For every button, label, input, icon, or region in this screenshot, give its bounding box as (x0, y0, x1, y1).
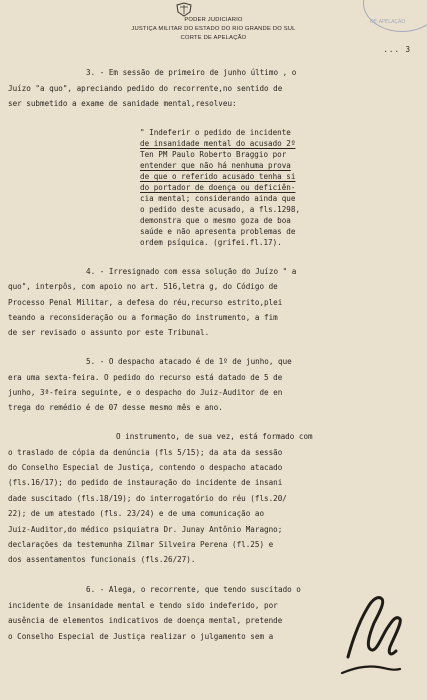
quote-line: entender que não há nenhuma prova (140, 161, 291, 170)
quote-line: de que o referido acusado tenha si (140, 172, 296, 181)
body-line: dade suscitado (fls.18/19); do interrogatório do réu (fls.20/ (8, 494, 287, 503)
quote-line: o pedido deste acusado, a fls.1298, (140, 205, 301, 214)
quote-line: demonstra que o mesmo goza de boa (140, 216, 291, 225)
body-line: O instrumento, de sua vez, está formado com (116, 432, 313, 441)
body-line: declarações da testemunha Zilmar Silveira Perena (fl.25) e (8, 540, 274, 549)
body-line: o traslado de cópia da denúncia (fls 5/15); da ata da sessão (8, 448, 283, 457)
quote-line: " Indeferir o pedido de incidente (140, 128, 291, 137)
coat-of-arms-icon (174, 2, 194, 17)
body-line: Processo Penal Militar, a defesa do réu,recurso estrito,plei (8, 298, 283, 307)
quote-line: ordem psíquica. (grifei.fl.17). (140, 238, 282, 247)
body-line: dos assentamentos funcionais (fls.26/27). (8, 555, 196, 564)
body-line: o Conselho Especial de Justiça realizar o julgamento sem a (8, 632, 274, 641)
body-line: 22); de um atestado (fls. 23/24) e de uma comunicação ao (8, 509, 265, 518)
body-line: era uma sexta-feira. O pedido do recurso está datado de 5 de (8, 373, 283, 382)
quote-line: do portador de doença ou deficiên- (140, 183, 296, 192)
body-line: quo", interpôs, com apoio no art. 516,letra g, do Código de (8, 282, 278, 291)
stamp-text: DE APELAÇÃO (370, 19, 406, 25)
body-line: Juiz-Auditor,do médico psiquiatra Dr. Junay Antônio Maragno; (8, 525, 283, 534)
page-number: ... 3 (383, 45, 411, 54)
header-line-2: JUSTIÇA MILITAR DO ESTADO DO RIO GRANDE DO SUL (131, 26, 296, 32)
body-line: do Conselho Especial de Justiça, contendo o despacho atacado (8, 463, 283, 472)
body-line: 6. - Alega, o recorrente, que tendo suscitado o (86, 585, 301, 594)
body-line: incidente de insanidade mental e tendo sido indeferido, por (8, 601, 278, 610)
body-line: 4. - Irresignado com essa solução do Juízo " a (86, 267, 297, 276)
quote-line: cia mental; considerando ainda que (140, 194, 296, 203)
body-line: 3. - Em sessão de primeiro de junho último , o (86, 68, 297, 77)
body-line: ausência de elementos indicativos de doença mental, pretende (8, 616, 283, 625)
quote-line: saúde e não apresenta problemas de (140, 227, 296, 236)
body-line: teando a reconsideração ou a formação do instrumento, a fim (8, 313, 278, 322)
body-line: junho, 3ª-feira seguinte, e o despacho do Juiz-Auditor de en (8, 388, 283, 397)
quote-line: de insanidade mental do acusado 2º (140, 139, 296, 148)
header-line-3: CORTE DE APELAÇÃO (180, 35, 247, 41)
body-line: (fls.16/17); do pedido de instauração do incidente de insani (8, 478, 283, 487)
body-line: 5. - O despacho atacado é de 1º de junho, que (86, 357, 292, 366)
body-line: ser submetido a exame de sanidade mental,resolveu: (8, 99, 237, 108)
header-line-1: PODER JUDICIARIO (184, 17, 243, 23)
body-line: de ser revisado o assunto por este Tribunal. (8, 328, 210, 337)
handwritten-signature (330, 585, 410, 695)
body-line: trega do remédio é de 07 desse mesmo mês e ano. (8, 403, 223, 412)
quote-line: Ten PM Paulo Roberto Braggio por (140, 150, 287, 159)
body-line: Juízo "a quo", apreciando pedido do recorrente,no sentido de (8, 84, 283, 93)
